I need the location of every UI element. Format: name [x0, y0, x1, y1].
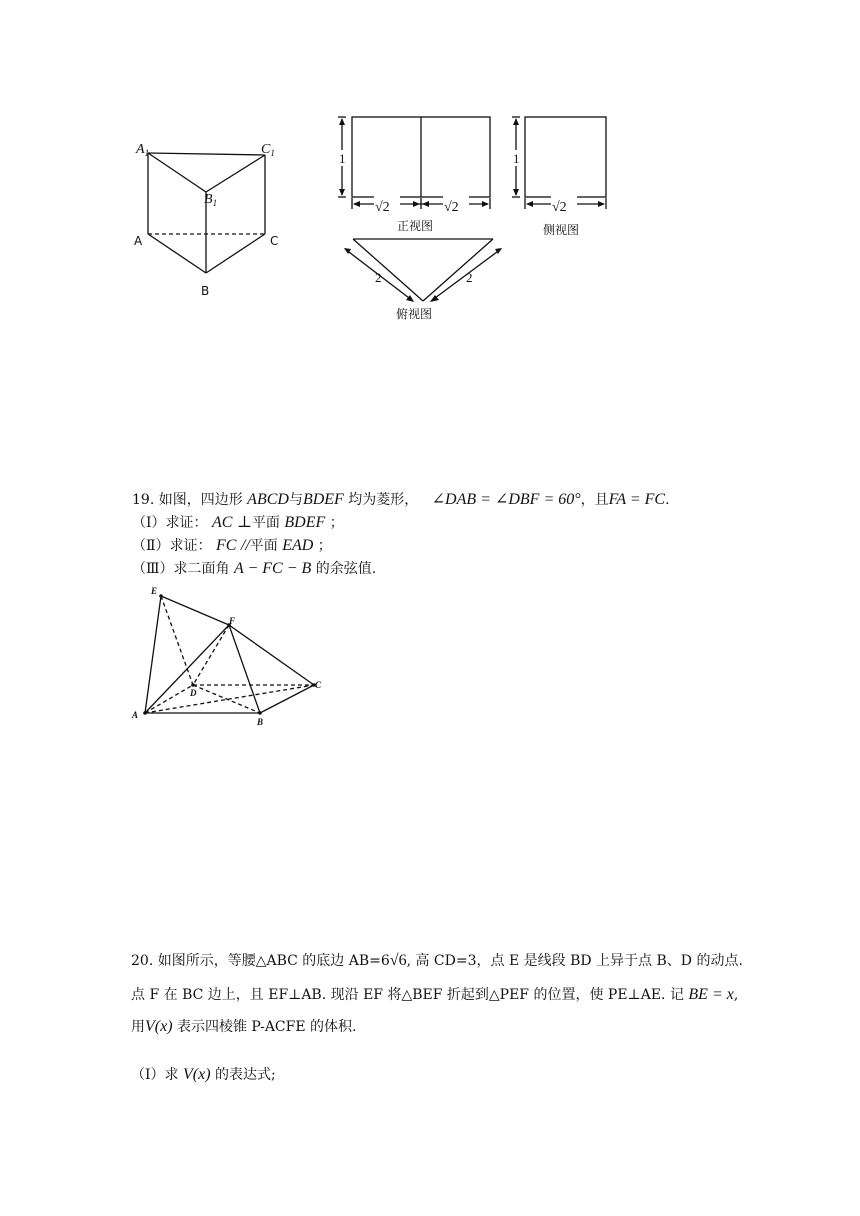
q19-part-3: （Ⅲ）求二面角 A − FC − B 的余弦值. [132, 560, 377, 577]
side-view-width-label: √2 [552, 200, 567, 215]
q20-line-2: 点 F 在 BC 边上，且 EF⊥AB. 现沿 EF 将△BEF 折起到△PEF 的位置，使 PE⊥AE. 记 BE = x, [131, 986, 739, 1003]
top-view-left-edge [353, 239, 423, 301]
side-view-height-label: 1 [513, 151, 520, 166]
q19-stem: 19. 如图，四边形 ABCD与BDEF 均为菱形， ∠DAB = ∠DBF = 60°，且FA = FC. [132, 491, 670, 508]
top-view-figure [335, 232, 515, 324]
edge-ed-hidden [161, 596, 193, 685]
label-b: B [257, 717, 264, 727]
label-f: F [229, 616, 236, 626]
front-view-height-label: 1 [339, 151, 346, 166]
edge-fd-hidden [193, 625, 229, 685]
front-view-caption: 正视图 [397, 219, 434, 233]
label-c: C [270, 234, 279, 248]
q19-part-2: （Ⅱ）求证： FC //平面 EAD ； [132, 537, 332, 554]
side-view-rect [525, 117, 606, 197]
edge-bc [206, 234, 265, 273]
label-e: E [151, 586, 158, 596]
edge-db-hidden [193, 685, 260, 713]
label-d: D [190, 688, 197, 698]
label-c: C [315, 680, 322, 690]
edge-ae [145, 596, 161, 713]
q19-figure [128, 582, 328, 727]
q19-angle-condition: ∠DAB = ∠DBF = 60° [431, 491, 581, 508]
q20-line-1: 20. 如图所示，等腰△ABC 的底边 AB=6√6, 高 CD=3，点 E 是线段 BD 上异于点 B、D 的动点. [131, 952, 743, 969]
front-view-width-label-2: √2 [444, 200, 459, 215]
edge-a1b1 [148, 153, 206, 192]
side-view-caption: 侧视图 [543, 223, 580, 235]
edge-ac-hidden [145, 685, 314, 713]
label-a1: $A_1$ [136, 142, 150, 158]
label-b: B [201, 284, 210, 298]
edge-fb [229, 625, 260, 713]
label-a: A [132, 710, 139, 720]
side-view-figure [505, 110, 615, 235]
edge-a1c1 [148, 153, 265, 155]
edge-b1c1 [206, 155, 265, 192]
top-view-right-label: 2 [466, 270, 473, 285]
top-view-left-label: 2 [375, 270, 382, 285]
q20-part-1: （Ⅰ）求 V(x) 的表达式; [131, 1066, 276, 1083]
q19-part-1: （Ⅰ）求证： AC ⊥平面 BDEF ； [132, 514, 344, 531]
label-b1: $B_1$ [204, 192, 218, 208]
edge-ab [148, 234, 206, 273]
q20-line-3: 用V(x) 表示四棱锥 P-ACFE 的体积. [131, 1018, 357, 1035]
prism-figure [128, 135, 298, 300]
front-view-width-label-1: √2 [375, 200, 390, 215]
q19-number: 19. [132, 492, 155, 508]
q20-number: 20. [131, 953, 154, 969]
top-view-right-edge [423, 239, 493, 301]
edge-ef [161, 596, 229, 625]
edge-fc [229, 625, 314, 685]
top-view-caption: 俯视图 [396, 307, 433, 321]
label-a: A [134, 234, 143, 248]
front-view-figure [330, 110, 505, 235]
label-c1: $C_1$ [261, 142, 275, 158]
